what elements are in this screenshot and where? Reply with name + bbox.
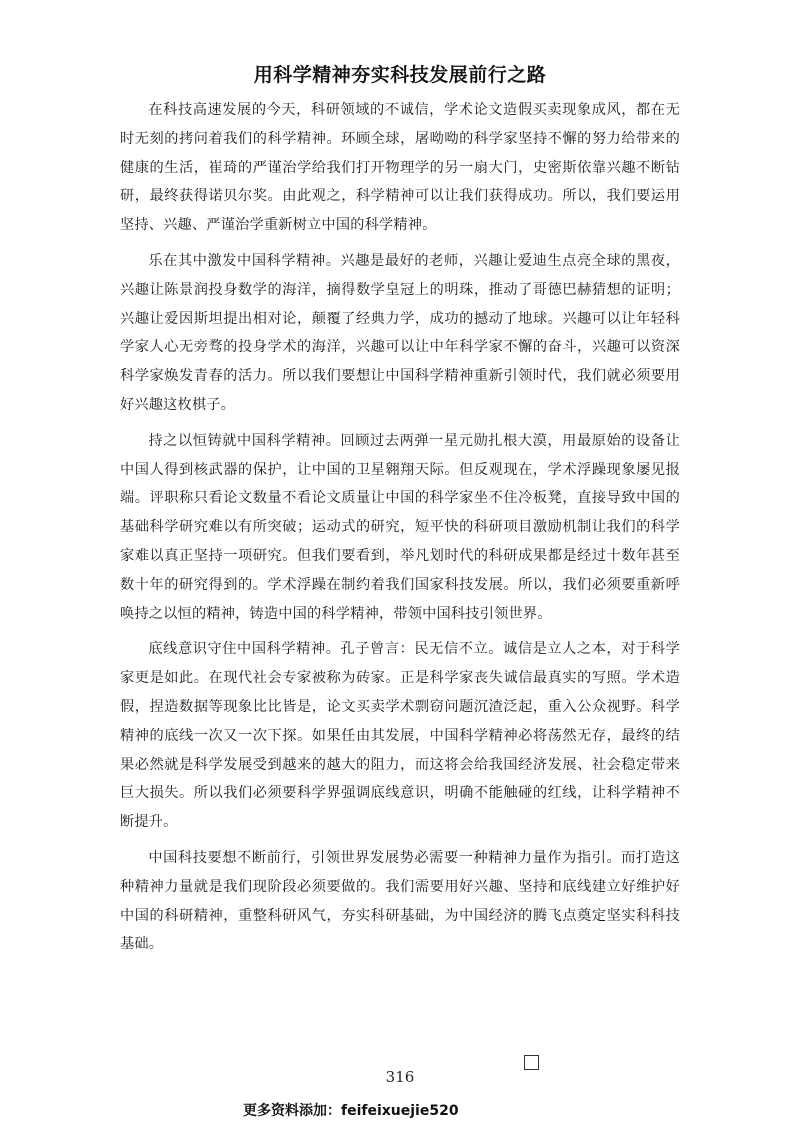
paragraph-2: 乐在其中激发中国科学精神。兴趣是最好的老师，兴趣让爱迪生点亮全球的黑夜，兴趣让陈景润投身数学的海洋，摘得数学皇冠上的明珠，推动了哥德巴赫猜想的证明；兴趣让爱因斯坦提出相对论，颠覆了经典力学，成功的撼动了地球。兴趣可以让年轻科学家人心无旁骛的投身学术的海洋，兴趣可以让中年科学家不懈的奋斗，兴趣可以资深科学家焕发青春的活力。所以我们要想让中国科学精神重新引领时代，我们就必须要用好兴趣这枚棋子。 [120, 252, 680, 413]
article-body [120, 96, 680, 966]
paragraph-4: 底线意识守住中国科学精神。孔子曾言：民无信不立。诚信是立人之本，对于科学家更是如此。在现代社会专家被称为砖家。正是科学家丧失诚信最真实的写照。学术造假，捏造数据等现象比比皆是，论文买卖学术剽窃问题沉渣泛起，重入公众视野。科学精神的底线一次又一次下探。如果任由其发展，中国科学精神必将荡然无存，最终的结果必然就是科学发展受到越来的越大的阻力，而这将会给我国经济发展、社会稳定带来巨大损失。所以我们必须要科学界强调底线意识，明确不能触碰的红线，让科学精神不断提升。 [120, 641, 680, 831]
footer-label: 更多资料添加： [243, 1103, 341, 1119]
paragraph-1: 在科技高速发展的今天，科研领域的不诚信，学术论文造假买卖现象成风，都在无时无刻的拷问着我们的科学精神。环顾全球，屠呦呦的科学家坚持不懈的努力给带来的健康的生活，崔琦的严谨治学给我们打开物理学的另一扇大门，史密斯依靠兴趣不断钻研，最终获得诺贝尔奖。由此观之，科学精神可以让我们获得成功。所以，我们要运用坚持、兴趣、严谨治学重新树立中国的科学精神。 [120, 102, 680, 234]
page-title: 用科学精神夯实科技发展前行之路 [253, 64, 547, 86]
paragraph-3: 持之以恒铸就中国科学精神。回顾过去两弹一星元勋扎根大漠，用最原始的设备让中国人得到核武器的保护，让中国的卫星翱翔天际。但反观现在，学术浮躁现象屡见报端。评职称只看论文数量不看论文质量让中国的科学家坐不住冷板凳，直接导致中国的基础科学研究难以有所突破；运动式的研究，短平快的科研项目激励机制让我们的科学家难以真正坚持一项研究。但我们要看到，举凡划时代的科研成果都是经过十数年甚至数十年的研究得到的。学术浮躁在制约着我们国家科技发展。所以，我们必须要重新呼唤持之以恒的精神，铸造中国的科学精神，带领中国科技引领世界。 [120, 432, 680, 622]
checkbox-square[interactable] [524, 1055, 539, 1070]
footer-contact [243, 1100, 459, 1120]
footer-contact-id: feifeixuejie520 [341, 1103, 459, 1119]
paragraph-5: 中国科技要想不断前行，引领世界发展势必需要一种精神力量作为指引。而打造这种精神力量就是我们现阶段必须要做的。我们需要用好兴趣、坚持和底线建立好维护好中国的科研精神，重整科研风气，夯实科研基础，为中国经济的腾飞点奠定坚实科科技基础。 [120, 849, 680, 953]
page-number: 316 [385, 1068, 415, 1086]
